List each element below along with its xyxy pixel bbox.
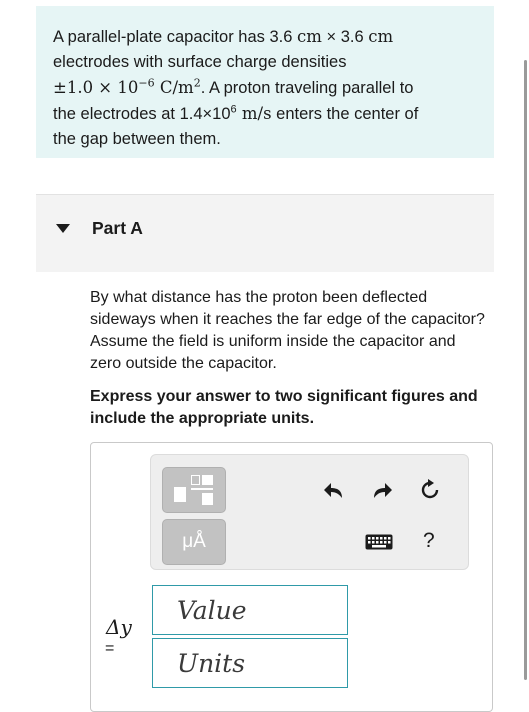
scrollbar[interactable] (524, 60, 527, 680)
delta-y-label: Δy (106, 615, 132, 639)
units-button-label: μÅ (182, 531, 206, 552)
problem-line-4: the electrodes at $1.4\times 10^6$ m/s enters the center of (53, 103, 419, 123)
part-a-label: Part A (92, 218, 143, 238)
part-a-header[interactable] (36, 194, 494, 272)
units-input[interactable] (153, 639, 347, 687)
redo-icon[interactable] (371, 481, 393, 501)
problem-line-2: electrodes with surface charge densities (53, 53, 347, 71)
instruction-text: Express your answer to two significant figures and include the appropriate units. (90, 388, 478, 427)
value-input[interactable] (153, 586, 347, 634)
collapse-triangle-icon[interactable] (56, 224, 70, 233)
problem-line-3: $\pm 1.0 \times 10^{-6}$ $C/m^2$. A proton traveling parallel to (53, 76, 414, 97)
help-icon[interactable]: ? (423, 529, 435, 552)
value-field[interactable] (152, 585, 348, 635)
templates-button[interactable] (162, 467, 226, 513)
undo-icon[interactable] (323, 481, 345, 501)
units-button[interactable] (162, 519, 226, 565)
problem-statement (36, 6, 494, 158)
question-text: By what distance has the proton been deflected sideways when it reaches the far edge of the capacitor? Assume the field is uniform inside the capacitor and zero outside the capacitor. (90, 289, 485, 372)
math-toolbar (150, 454, 469, 570)
problem-line-5: the gap between them. (53, 130, 221, 148)
units-field[interactable] (152, 638, 348, 688)
reset-icon[interactable] (419, 479, 441, 501)
problem-line-1: A parallel-plate capacitor has 3.6 cm × 3.6 cm (53, 27, 394, 46)
equals-sign: = (105, 640, 115, 657)
keyboard-icon[interactable] (365, 534, 393, 550)
